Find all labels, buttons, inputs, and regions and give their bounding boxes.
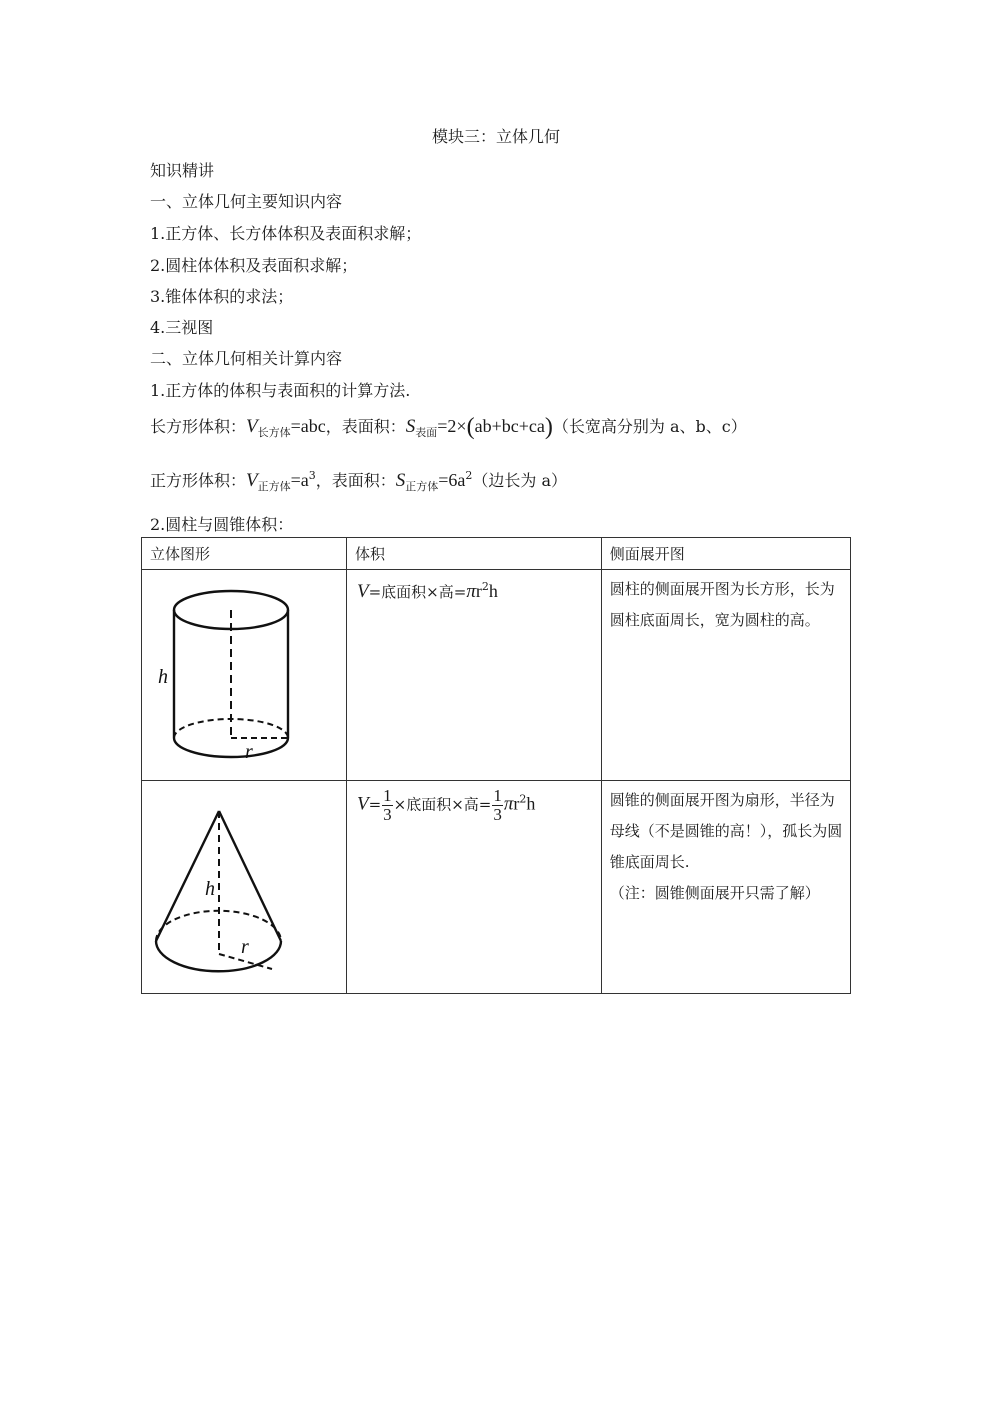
list-item: 2.圆柱体体积及表面积求解； <box>150 256 358 275</box>
fraction-denominator: 3 <box>493 805 502 824</box>
cone-net-description <box>601 781 850 994</box>
height-symbol: h <box>526 793 536 814</box>
list-item: 1.正方体、长方体体积及表面积求解； <box>150 224 422 243</box>
cube-note: （边长为 a） <box>472 471 568 490</box>
formula-text: =底面积×高= <box>368 583 467 601</box>
radius-label: r <box>245 741 253 763</box>
height-label: h <box>205 878 215 900</box>
fraction-denominator: 3 <box>383 805 392 824</box>
surface-inner: ab+bc+ca <box>474 416 545 436</box>
cone-net-note: （注：圆锥侧面展开只需了解） <box>609 884 820 902</box>
surface-subscript: 正方体 <box>405 480 439 493</box>
separator: ，表面积： <box>315 471 396 490</box>
radius-symbol: r <box>513 793 520 814</box>
cone-figure-cell <box>142 781 347 994</box>
separator: ，表面积： <box>325 417 406 436</box>
cuboid-note: （长宽高分别为 a、b、c） <box>552 417 747 436</box>
fraction-numerator: 1 <box>383 786 392 805</box>
volume-symbol: V <box>356 581 369 602</box>
paren-close: ) <box>544 414 553 440</box>
cone-volume-formula <box>346 781 601 994</box>
cylinder-volume-formula <box>346 570 601 781</box>
cube-formula <box>150 468 567 494</box>
section-heading-cylinder-cone: 2.圆柱与圆锥体积： <box>150 515 294 534</box>
volume-symbol: V <box>246 470 258 491</box>
fraction-one-third <box>492 787 503 824</box>
surface-symbol: S <box>405 416 416 437</box>
header-net: 侧面展开图 <box>601 538 850 570</box>
fraction-numerator: 1 <box>493 786 502 805</box>
radius-exponent: 2 <box>519 792 527 806</box>
volume-subscript: 正方体 <box>257 480 291 493</box>
surface-exponent: 2 <box>465 469 473 482</box>
pi-symbol: π <box>466 581 476 602</box>
radius-symbol: r <box>475 581 482 601</box>
header-shape: 立体图形 <box>142 538 347 570</box>
cuboid-label: 长方形体积： <box>150 417 247 436</box>
page-title: 模块三：立体几何 <box>431 127 560 146</box>
surface-expression: =2× <box>437 416 467 436</box>
height-label: h <box>158 666 168 688</box>
paren-open: ( <box>466 414 475 440</box>
volume-symbol: V <box>246 416 258 437</box>
section-heading-calculation: 二、立体几何相关计算内容 <box>150 349 343 368</box>
geometry-table <box>141 537 851 994</box>
surface-expression: =6a <box>438 470 466 490</box>
surface-symbol: S <box>395 470 406 491</box>
volume-expression: =abc <box>290 416 326 436</box>
table-header-row <box>142 538 851 570</box>
list-item: 3.锥体体积的求法； <box>150 287 294 306</box>
cube-label: 正方形体积： <box>150 471 247 490</box>
cone-net-text: 圆锥的侧面展开图为扇形，半径为母线（不是圆锥的高！），孤长为圆锥底面周长. <box>609 791 843 871</box>
formula-text: ×底面积×高= <box>393 795 492 814</box>
equals-sign: = <box>368 795 382 814</box>
surface-subscript: 表面 <box>415 426 438 439</box>
radius-exponent: 2 <box>481 580 489 593</box>
section-heading-knowledge: 知识精讲 <box>150 161 215 180</box>
pi-symbol: π <box>503 793 514 815</box>
list-item: 1.正方体的体积与表面积的计算方法. <box>150 381 411 400</box>
list-item: 4.三视图 <box>150 318 214 337</box>
cylinder-figure-cell <box>142 570 347 781</box>
table-row-cylinder <box>142 570 851 781</box>
cone-figure <box>142 781 345 989</box>
height-symbol: h <box>488 581 498 601</box>
volume-expression: =a <box>290 470 309 490</box>
cuboid-formula <box>150 414 747 441</box>
section-heading-main-content: 一、立体几何主要知识内容 <box>150 192 343 211</box>
header-volume: 体积 <box>346 538 601 570</box>
cylinder-figure <box>142 570 345 776</box>
volume-symbol: V <box>356 793 369 815</box>
table-row-cone <box>142 781 851 994</box>
fraction-one-third <box>382 787 393 824</box>
volume-subscript: 长方体 <box>257 426 291 439</box>
volume-exponent: 3 <box>308 469 316 482</box>
radius-label: r <box>241 936 249 958</box>
cylinder-net-description: 圆柱的侧面展开图为长方形，长为圆柱底面周长，宽为圆柱的高。 <box>601 570 850 781</box>
